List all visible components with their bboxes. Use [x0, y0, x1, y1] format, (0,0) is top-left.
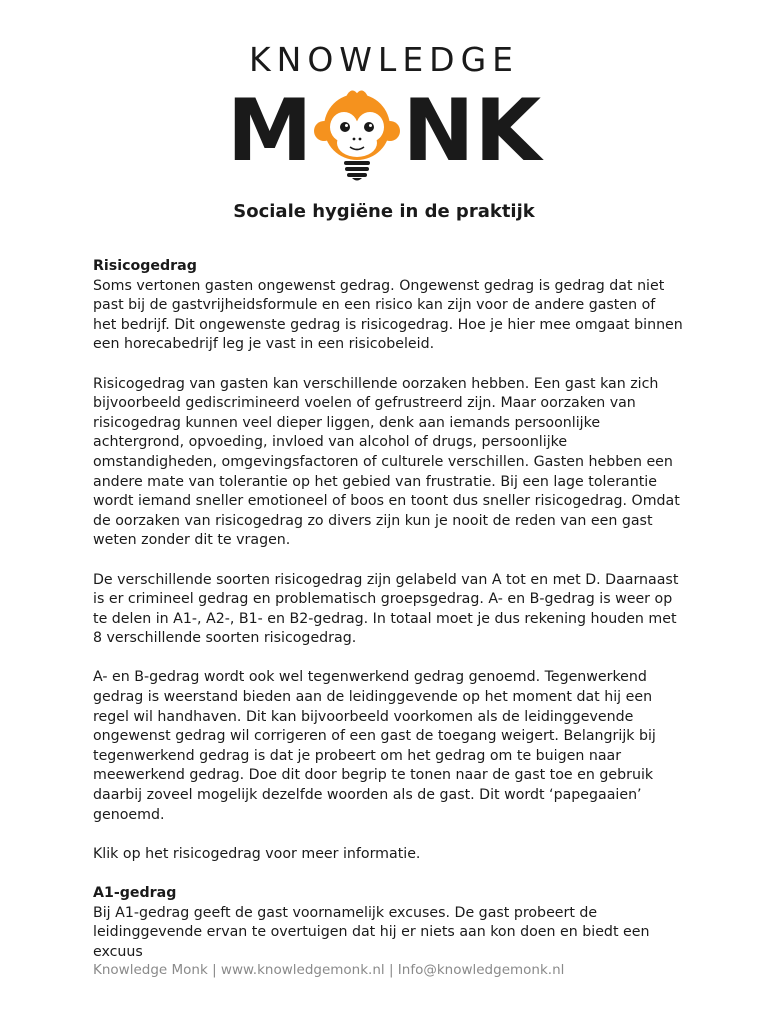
section-heading-a1: A1-gedrag: [93, 885, 177, 901]
logo-wordmark-bottom: [0, 81, 768, 181]
paragraph: Risicogedrag van gasten kan verschillende oorzaken hebben. Een gast kan zich bijvoorbeeld gediscrimineerd voelen of gefrustreerd zijn. Maar oorzaken van risicogedrag kunnen veel dieper liggen, denk aan iemands persoonlijke achtergrond, opvoeding, invloed van alcohol of drugs, persoonlijke omstandigheden, omgevingsfactoren of culturele verschillen. Gasten hebben een andere mate van tolerantie op het gebied van frustratie. Bij een lage tolerantie wordt iemand sneller emotioneel of boos en toont dus sneller risicogedrag. Omdat de oorzaken van risicogedrag zo divers zijn kun je nooit de reden van een gast weten zonder dit te vragen.: [93, 375, 680, 549]
paragraph: A- en B-gedrag wordt ook wel tegenwerkend gedrag genoemd. Tegenwerkend gedrag is weerstand bieden aan de leidinggevende op het moment dat hij een regel wil handhaven. Dit kan bijvoorbeeld voorkomen als de leidinggevende ongewenst gedrag wil corrigeren of een gast de toegang weigert. Belangrijk bij tegenwerkend gedrag is dat je probeert om het gedrag om te buigen naar meewerkend gedrag. Doe dit door begrip te tonen naar de gast toe en gebruik daarbij zoveel mogelijk dezelfde woorden als de gast. Dit wordt ‘papegaaien’ genoemd.: [93, 669, 656, 823]
section-heading-risicogedrag: Risicogedrag: [93, 258, 197, 274]
document-body: [93, 257, 683, 982]
logo: [0, 40, 768, 181]
paragraph: Klik op het risicogedrag voor meer informatie.: [93, 845, 421, 862]
paragraph: Soms vertonen gasten ongewenst gedrag. Ongewenst gedrag is gedrag dat niet past bij de gastvrijheidsformule en een risico kan zijn voor de andere gasten of het bedrijf. Dit ongewenste gedrag is risicogedrag. Hoe je hier mee omgaat binnen een horecabedrijf leg je vast in een risicobeleid.: [93, 277, 683, 353]
logo-letter-m: M: [226, 81, 313, 181]
logo-letters-nk: NK: [402, 81, 542, 181]
paragraph: De verschillende soorten risicogedrag zijn gelabeld van A tot en met D. Daarnaast is er crimineel gedrag en problematisch groepsgedrag. A- en B-gedrag is weer op te delen in A1-, A2-, B1- en B2-gedrag. In totaal moet je dus rekening houden met 8 verschillende soorten risicogedrag.: [93, 571, 679, 647]
monkey-lightbulb-icon: [314, 87, 400, 183]
logo-wordmark-top: KNOWLEDGE: [249, 40, 519, 79]
paragraph: Bij A1-gedrag geeft de gast voornamelijk excuses. De gast probeert de leidinggevende ervan te overtuigen dat hij er niets aan kon doen en biedt een excuus: [93, 904, 650, 960]
page-footer: Knowledge Monk | www.knowledgemonk.nl | Info@knowledgemonk.nl: [93, 962, 565, 978]
document-title: Sociale hygiëne in de praktijk: [233, 201, 535, 222]
